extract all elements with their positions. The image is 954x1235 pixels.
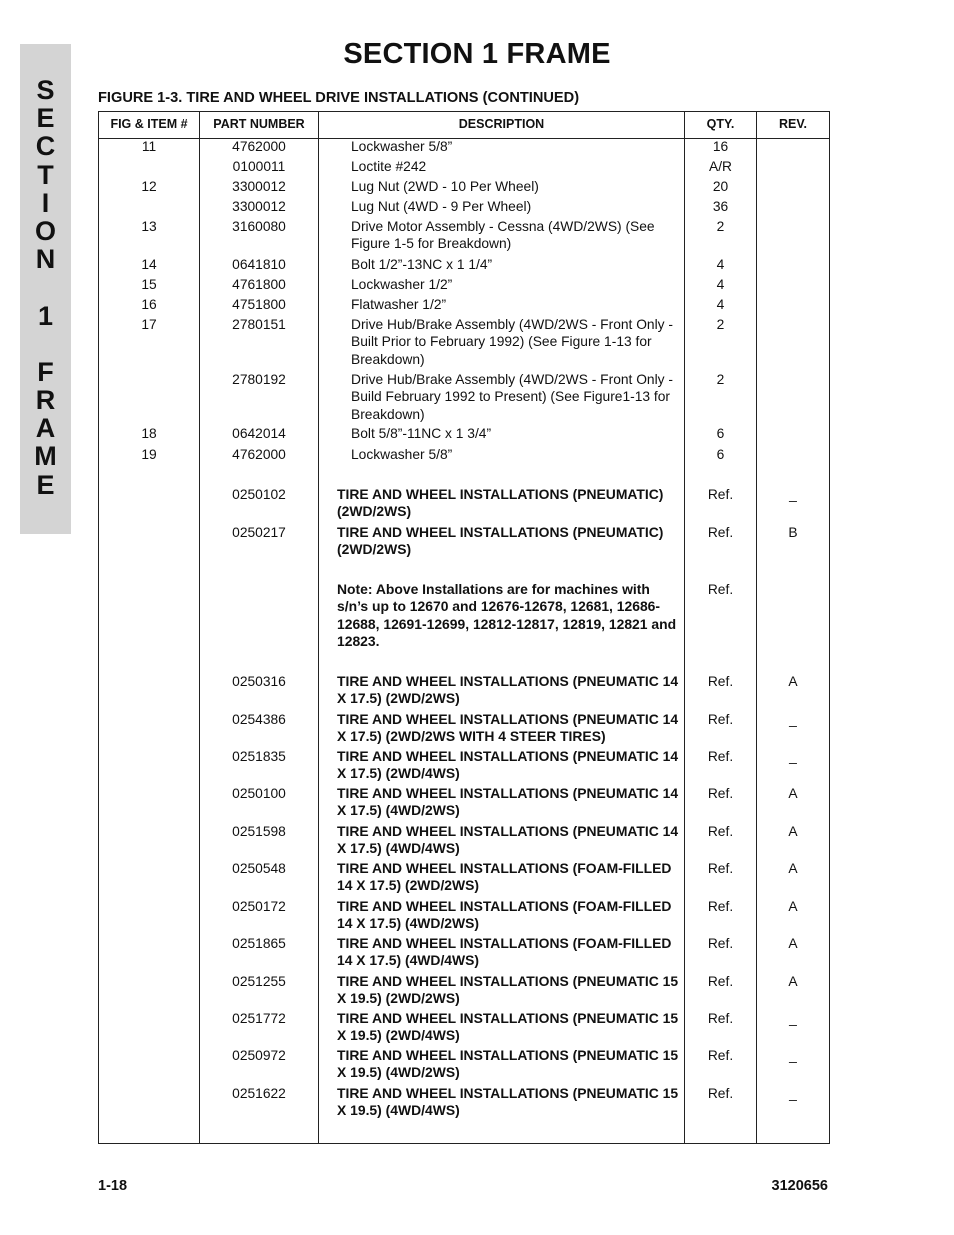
part-description: Drive Motor Assembly - Cessna (4WD/2WS) (See Figure 1-5 for Breakdown) (351, 219, 655, 252)
section-title: SECTION 1 FRAME (343, 38, 611, 70)
quantity: Ref. (707, 712, 734, 727)
side-tab-letter: E (36, 469, 55, 500)
part-description: Drive Hub/Brake Assembly (4WD/2WS - Front Only - Build February 1992 to Present) (See Figure1-13 for Breakdown) (351, 372, 673, 422)
revision: A (788, 674, 798, 689)
part-description: Lug Nut (2WD - 10 Per Wheel) (351, 179, 539, 194)
fig-item-number: 14 (141, 257, 157, 272)
quantity: Ref. (707, 974, 734, 989)
part-number: 0251865 (232, 936, 286, 951)
revision: A (788, 899, 798, 914)
header-rev: REV. (778, 117, 808, 131)
part-description: Drive Hub/Brake Assembly (4WD/2WS - Front Only - Built Prior to February 1992) (See Figure 1-13 for Breakdown) (351, 317, 673, 367)
revision: _ (789, 749, 797, 764)
part-description: TIRE AND WHEEL INSTALLATIONS (FOAM-FILLED 14 X 17.5) (4WD/4WS) (337, 935, 672, 969)
part-number: 0251772 (232, 1011, 286, 1026)
part-number: 0250972 (232, 1048, 286, 1063)
quantity: 16 (712, 139, 729, 154)
part-number: 4762000 (232, 447, 286, 462)
page-number: 1-18 (98, 1178, 128, 1194)
quantity: 2 (716, 317, 725, 332)
quantity: Ref. (707, 1011, 734, 1026)
part-number: 2780151 (232, 317, 286, 332)
part-number: 3160080 (232, 219, 286, 234)
quantity: Ref. (707, 582, 734, 597)
quantity: 20 (712, 179, 729, 194)
revision: A (788, 861, 798, 876)
fig-item-number: 15 (141, 277, 157, 292)
quantity: 4 (716, 277, 725, 292)
part-number: 4761800 (232, 277, 286, 292)
part-number: 0250100 (232, 786, 286, 801)
part-description: TIRE AND WHEEL INSTALLATIONS (PNEUMATIC 14 X 17.5) (2WD/2WS) (337, 673, 679, 707)
fig-item-number: 13 (141, 219, 157, 234)
figure-title: FIGURE 1-3. TIRE AND WHEEL DRIVE INSTALLATIONS (CONTINUED) (98, 90, 580, 106)
part-number: 0251622 (232, 1086, 286, 1101)
part-number: 0251255 (232, 974, 286, 989)
part-description: Note: Above Installations are for machines with s/n’s up to 12670 and 12676-12678, 12681, 12686-12688, 12691-12699, 12812-12817, 12819, 12821 and 12823. (337, 581, 677, 649)
header-qty: QTY. (706, 117, 735, 131)
part-description: TIRE AND WHEEL INSTALLATIONS (PNEUMATIC 14 X 17.5) (2WD/4WS) (337, 748, 679, 782)
quantity: 36 (712, 199, 729, 214)
fig-item-number: 18 (141, 426, 157, 441)
part-description: TIRE AND WHEEL INSTALLATIONS (PNEUMATIC) (2WD/2WS) (337, 486, 664, 520)
part-description: Bolt 1/2”-13NC x 1 1/4” (351, 257, 493, 272)
side-tab-letter: T (37, 159, 54, 190)
fig-item-number: 16 (141, 297, 157, 312)
quantity: 2 (716, 219, 725, 234)
fig-item-number: 12 (141, 179, 157, 194)
revision: _ (789, 487, 797, 502)
side-tab-letter: A (35, 413, 56, 444)
side-tab-letter: N (35, 244, 56, 275)
quantity: Ref. (707, 674, 734, 689)
revision: A (788, 786, 798, 801)
part-description: TIRE AND WHEEL INSTALLATIONS (PNEUMATIC 15 X 19.5) (2WD/4WS) (337, 1010, 679, 1044)
quantity: Ref. (707, 1048, 734, 1063)
quantity: 4 (716, 297, 725, 312)
quantity: A/R (709, 159, 732, 174)
quantity: Ref. (707, 899, 734, 914)
quantity: 4 (716, 257, 725, 272)
parts-table (98, 111, 830, 1144)
part-number: 4762000 (232, 139, 286, 154)
quantity: Ref. (707, 487, 734, 502)
fig-item-number: 11 (141, 139, 157, 154)
part-description: Lockwasher 5/8” (351, 447, 453, 462)
part-description: Lug Nut (4WD - 9 Per Wheel) (351, 199, 532, 214)
revision: _ (789, 1048, 797, 1063)
side-tab-letters (20, 76, 71, 499)
side-tab-letter: 1 (37, 300, 54, 331)
quantity: Ref. (707, 786, 734, 801)
quantity: 6 (716, 447, 725, 462)
part-number: 2780192 (232, 372, 286, 387)
part-number: 4751800 (232, 297, 286, 312)
document-number: 3120656 (771, 1178, 828, 1194)
part-description: TIRE AND WHEEL INSTALLATIONS (PNEUMATIC 15 X 19.5) (2WD/2WS) (337, 973, 679, 1007)
revision: _ (789, 1086, 797, 1101)
side-tab-letter: F (37, 356, 54, 387)
side-tab-letter: I (41, 187, 50, 218)
revision: _ (789, 712, 797, 727)
part-description: TIRE AND WHEEL INSTALLATIONS (FOAM-FILLED 14 X 17.5) (2WD/2WS) (337, 860, 672, 894)
part-number: 0641810 (232, 257, 286, 272)
part-description: TIRE AND WHEEL INSTALLATIONS (PNEUMATIC) (2WD/2WS) (337, 524, 664, 558)
part-number: 3300012 (232, 179, 286, 194)
part-description: TIRE AND WHEEL INSTALLATIONS (PNEUMATIC 15 X 19.5) (4WD/2WS) (337, 1047, 679, 1081)
part-description: Flatwasher 1/2” (351, 297, 447, 312)
quantity: Ref. (707, 824, 734, 839)
revision: A (788, 824, 798, 839)
quantity: 2 (716, 372, 725, 387)
side-tab-letter: E (36, 103, 55, 134)
revision: B (788, 525, 798, 540)
part-description: TIRE AND WHEEL INSTALLATIONS (FOAM-FILLED 14 X 17.5) (4WD/2WS) (337, 898, 672, 932)
side-tab-letter: O (34, 215, 56, 246)
part-description: TIRE AND WHEEL INSTALLATIONS (PNEUMATIC 14 X 17.5) (2WD/2WS WITH 4 STEER TIRES) (337, 711, 679, 745)
side-tab-letter: C (35, 131, 56, 162)
part-description: Lockwasher 5/8” (351, 139, 453, 154)
fig-item-number: 19 (141, 447, 157, 462)
header-part-number: PART NUMBER (213, 117, 305, 131)
header-description: DESCRIPTION (458, 117, 545, 131)
part-number: 0251835 (232, 749, 286, 764)
part-number: 3300012 (232, 199, 286, 214)
part-number: 0250316 (232, 674, 286, 689)
table-header (99, 112, 829, 139)
column-divider (318, 112, 319, 1143)
header-fig-item: FIG & ITEM # (110, 117, 188, 131)
part-number: 0250102 (232, 487, 286, 502)
part-number: 0250217 (232, 525, 286, 540)
part-description: Bolt 5/8”-11NC x 1 3/4” (351, 426, 492, 441)
part-description: TIRE AND WHEEL INSTALLATIONS (PNEUMATIC 14 X 17.5) (4WD/4WS) (337, 823, 679, 857)
fig-item-number: 17 (141, 317, 157, 332)
quantity: Ref. (707, 1086, 734, 1101)
revision: A (788, 936, 798, 951)
part-description: Loctite #242 (351, 159, 427, 174)
side-tab-letter: M (34, 441, 57, 472)
part-description: TIRE AND WHEEL INSTALLATIONS (PNEUMATIC 14 X 17.5) (4WD/2WS) (337, 785, 679, 819)
part-number: 0250548 (232, 861, 286, 876)
quantity: Ref. (707, 749, 734, 764)
part-number: 0250172 (232, 899, 286, 914)
side-tab-letter: S (36, 75, 55, 105)
side-tab-letter: R (35, 385, 56, 416)
revision: A (788, 974, 798, 989)
part-number: 0642014 (232, 426, 286, 441)
part-description: TIRE AND WHEEL INSTALLATIONS (PNEUMATIC 15 X 19.5) (4WD/4WS) (337, 1085, 679, 1119)
quantity: 6 (716, 426, 725, 441)
quantity: Ref. (707, 525, 734, 540)
quantity: Ref. (707, 936, 734, 951)
part-number: 0251598 (232, 824, 286, 839)
part-number: 0254386 (232, 712, 286, 727)
revision: _ (789, 1011, 797, 1026)
quantity: Ref. (707, 861, 734, 876)
part-description: Lockwasher 1/2” (351, 277, 453, 292)
section-side-tab (20, 44, 71, 534)
part-number: 0100011 (232, 159, 286, 174)
